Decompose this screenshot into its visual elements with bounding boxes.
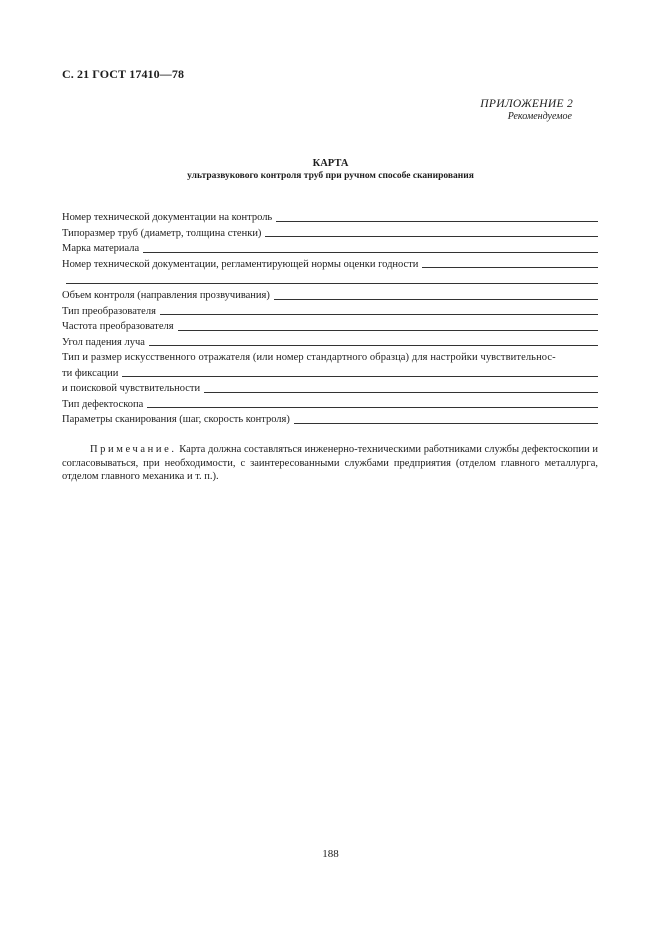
form-field-transducer-type	[62, 304, 598, 320]
appendix-title: ПРИЛОЖЕНИЕ 2	[480, 98, 573, 110]
field-label: Объем контроля (направления прозвучивания)	[62, 290, 270, 301]
field-label: Параметры сканирования (шаг, скорость контроля)	[62, 414, 290, 425]
fill-line[interactable]	[147, 406, 598, 408]
form-field-acceptance-doc	[62, 257, 598, 273]
fill-line[interactable]	[143, 251, 598, 253]
field-label: Угол падения луча	[62, 336, 145, 348]
field-label: Марка материала	[62, 243, 140, 254]
form-field-search-sensitivity	[62, 381, 598, 397]
form-field-transducer-frequency	[62, 319, 598, 335]
card-subtitle: ультразвукового контроля труб при ручном способе сканирования	[187, 171, 474, 181]
note-paragraph	[62, 443, 598, 484]
fill-line[interactable]	[294, 422, 598, 424]
field-label: Частота преобразователя	[62, 321, 174, 332]
fill-line[interactable]	[149, 344, 598, 346]
form-field-scope	[62, 288, 598, 304]
fill-line[interactable]	[160, 313, 598, 315]
note-label: Примечание.	[90, 444, 177, 455]
inspection-card-form	[62, 210, 598, 428]
field-label: Тип и размер искусственного отражателя (или номер стандартного образца) для настройки чувствительнос-	[62, 352, 556, 363]
card-title: КАРТА	[312, 158, 349, 169]
field-label: Номер технической документации на контроль	[62, 212, 273, 223]
page-number: 188	[322, 848, 339, 860]
form-field-flaw-detector	[62, 397, 598, 413]
fill-line[interactable]	[422, 266, 598, 268]
form-field-material-grade	[62, 241, 598, 257]
field-label: Типоразмер труб (диаметр, толщина стенки)	[62, 227, 262, 239]
fill-line[interactable]	[204, 391, 598, 393]
field-label: ти фиксации	[62, 367, 119, 379]
form-field-tech-doc	[62, 210, 598, 226]
form-field-recording-sensitivity	[62, 366, 598, 382]
appendix-status: Рекомендуемое	[507, 111, 572, 122]
field-label: Тип преобразователя	[62, 305, 156, 317]
fill-line[interactable]	[66, 282, 598, 284]
fill-line[interactable]	[274, 298, 598, 300]
fill-line[interactable]	[276, 220, 598, 222]
fill-line[interactable]	[122, 375, 598, 377]
field-label: и поисковой чувствительности	[62, 383, 201, 394]
form-field-scanning-parameters	[62, 412, 598, 428]
field-label: Номер технической документации, регламентирующей нормы оценки годности	[62, 258, 419, 270]
standard-code: С. 21 ГОСТ 17410—78	[62, 67, 185, 81]
fill-line[interactable]	[178, 329, 598, 331]
form-field-pipe-size	[62, 226, 598, 242]
field-label: Тип дефектоскопа	[62, 398, 144, 410]
form-field-incidence-angle	[62, 335, 598, 351]
note-text: Карта должна составляться инженерно-техническими работниками службы дефектоскопии и согласовываться, при необходимости, с заинтересованными службами предприятия (отделом главного металлурга, отделом главного механика и т. п.).	[62, 444, 599, 482]
form-field-continuation	[62, 272, 598, 288]
form-field-reflector	[62, 350, 598, 366]
fill-line[interactable]	[265, 235, 598, 237]
appendix-block	[480, 98, 573, 122]
